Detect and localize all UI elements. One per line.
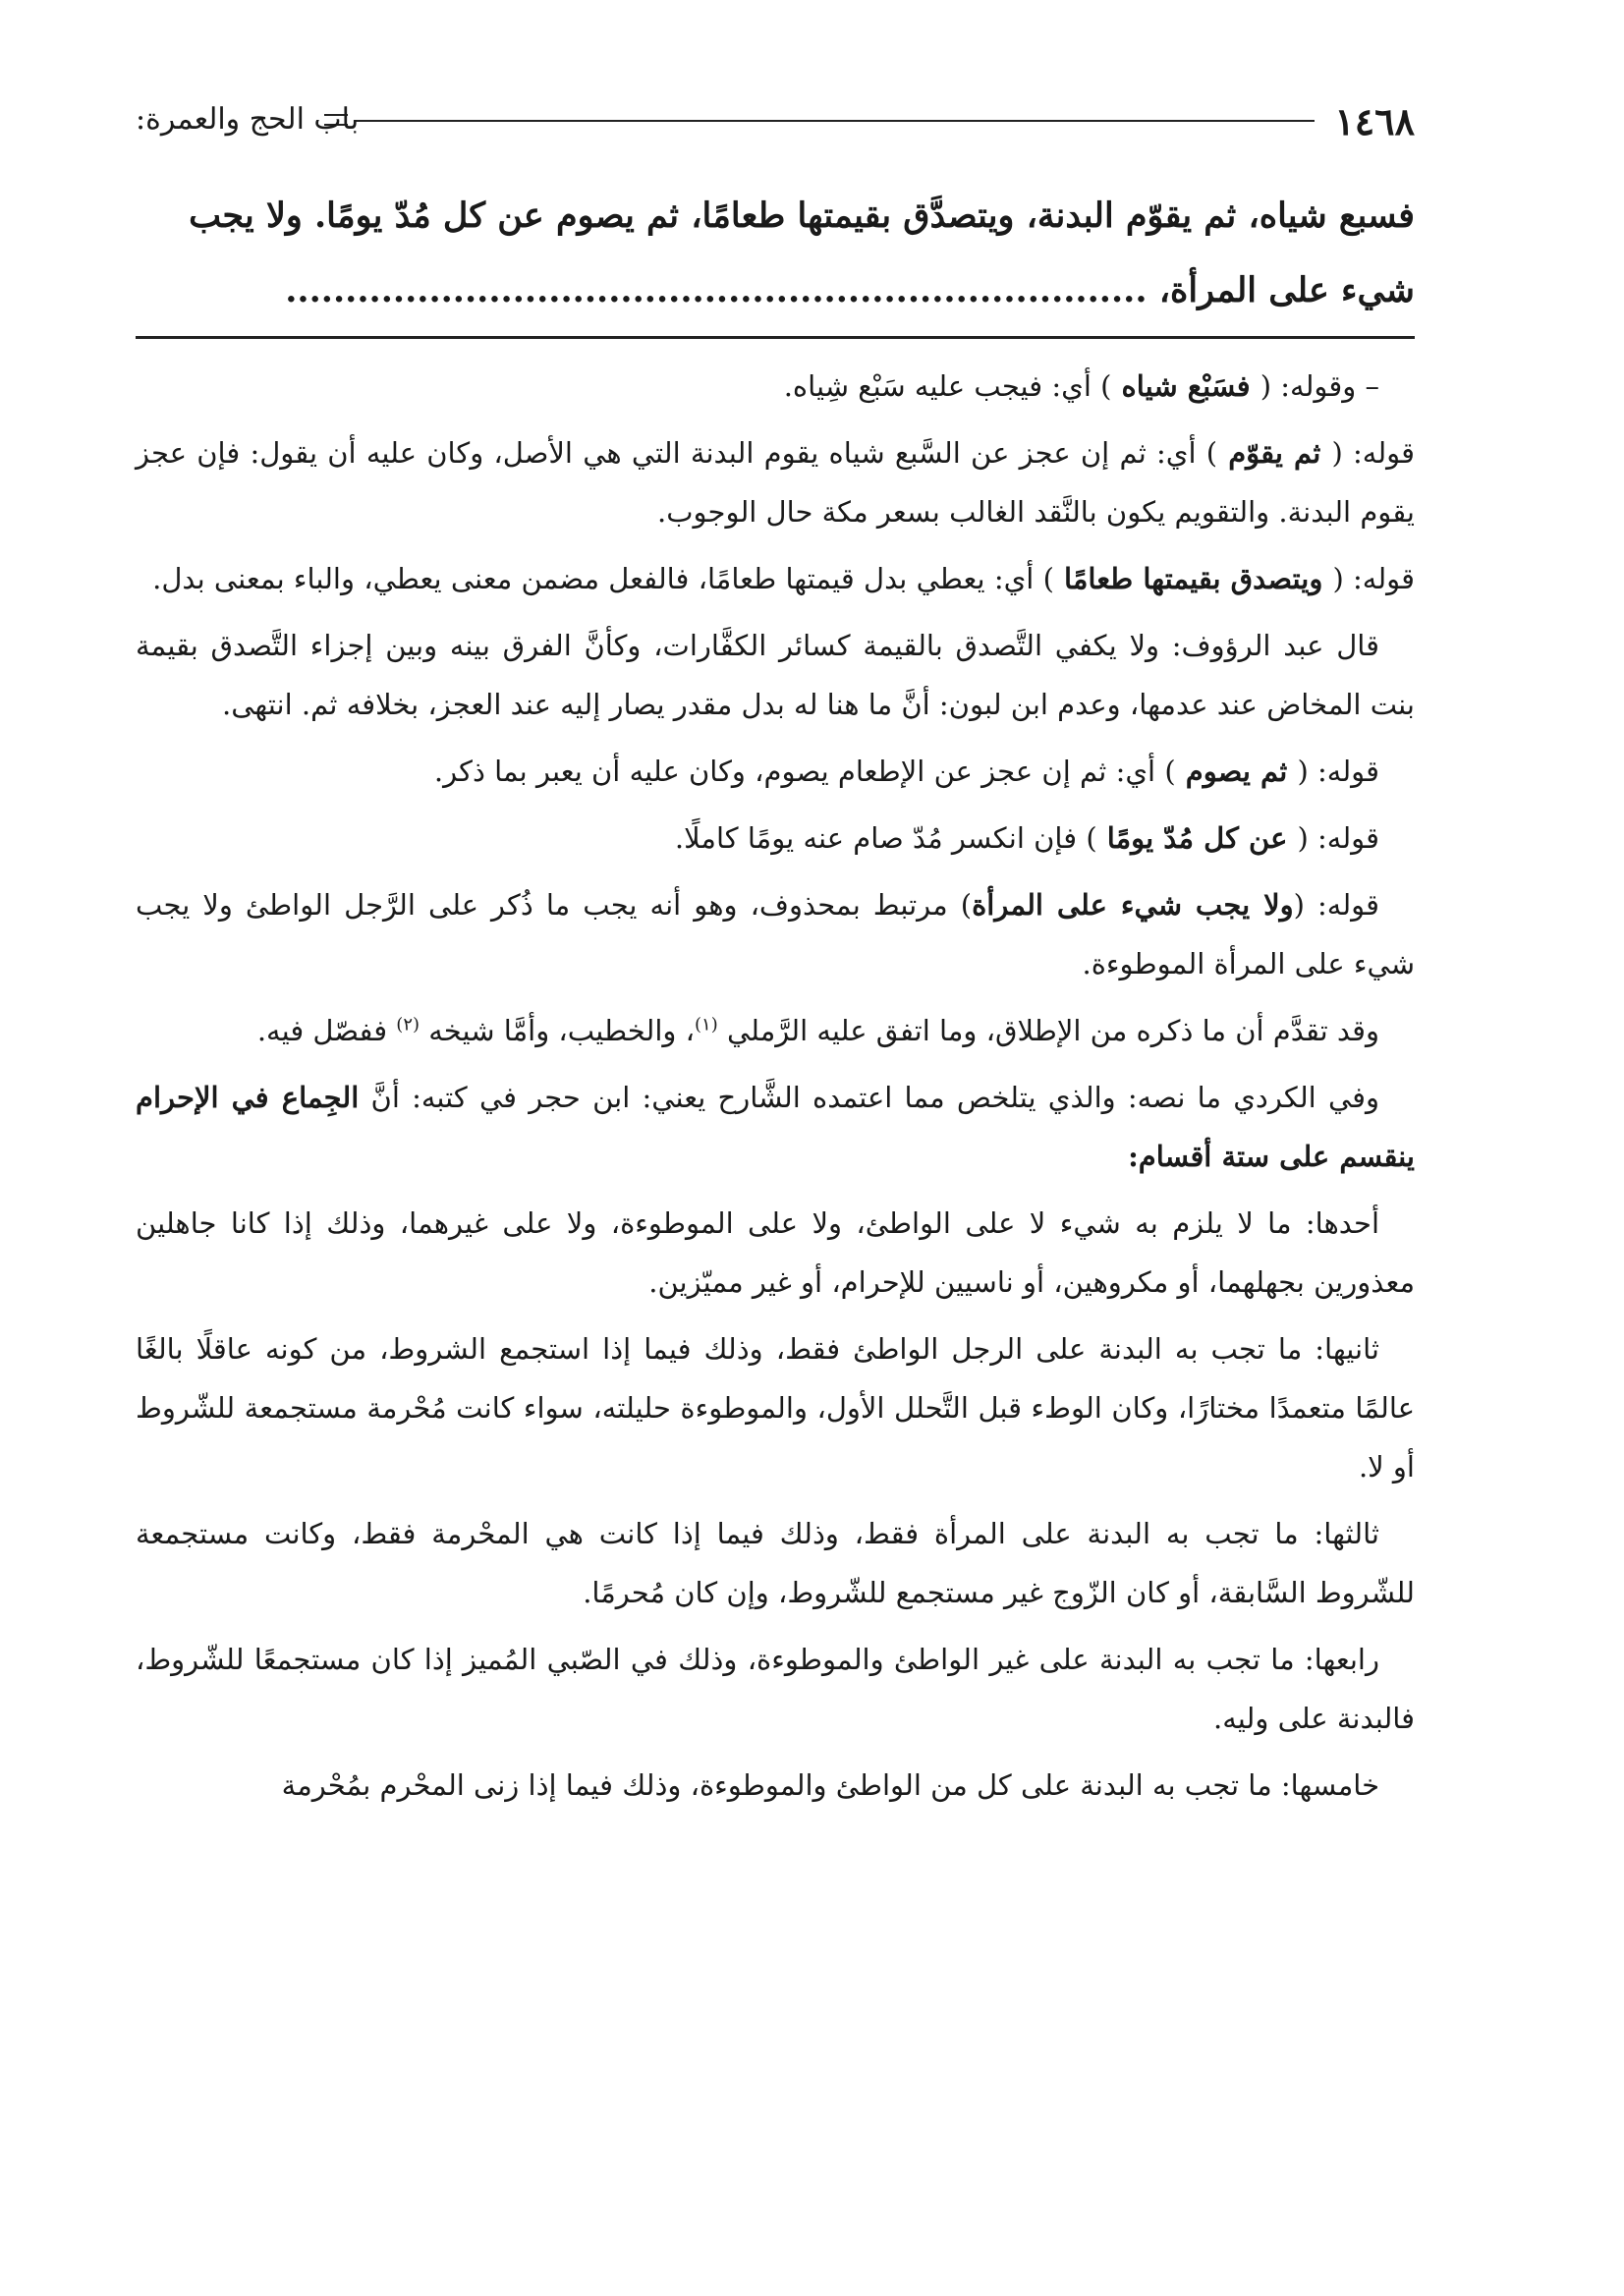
quoted-phrase: ثم يقوّم — [1217, 436, 1332, 470]
quoted-phrase: ولا يجب شيء على المرأة — [972, 888, 1294, 922]
paragraph-text: وفي الكردي ما نصه: والذي يتلخص مما اعتمده الشَّارح يعني: ابن حجر في كتبه: أنَّ — [359, 1081, 1379, 1114]
paragraph-text: ) أي: يعطي بدل قيمتها طعامًا، فالفعل مضمن معنى يعطي، والباء بمعنى بدل. — [152, 562, 1054, 595]
paragraph-text: قوله: ( — [1293, 888, 1379, 922]
paragraph-text: قوله: ( — [1331, 436, 1416, 470]
paragraph-text: – وقوله: ( — [1260, 369, 1379, 403]
main-text-line: فسبع شياه، ثم يقوّم البدنة، ويتصدَّق بقيمتها طعامًا، ثم يصوم عن كل مُدّ يومًا. ولا يجب — [189, 196, 1415, 236]
commentary-paragraph — [136, 809, 1415, 868]
main-text-line: شيء على المرأة، ........................................................................ — [285, 270, 1415, 310]
paragraph-text: ، والخطيب، وأمَّا شيخه — [428, 1014, 695, 1047]
commentary-paragraph: أحدها: ما لا يلزم به شيء لا على الواطئ، ولا على الموطوءة، ولا على غيرهما، وذلك إذا كانا جاهلين معذورين بجهلهما، أو مكروهين، أو ناسيين للإحرام، أو غير مميّزين. — [136, 1206, 1415, 1299]
quoted-phrase: ويتصدق بقيمتها طعامًا — [1053, 562, 1333, 595]
paragraph-text: ) فإن انكسر مُدّ صام عنه يومًا كاملًا. — [674, 821, 1097, 855]
footnote-reference[interactable]: (١) — [695, 1014, 718, 1036]
paragraph-text: قوله: ( — [1297, 755, 1379, 788]
commentary-paragraph — [136, 549, 1415, 608]
commentary-paragraph: ثالثها: ما تجب به البدنة على المرأة فقط، وذلك فيما إذا كانت هي المحْرمة فقط، وكانت مستجمعة للشّروط السَّابقة، أو كان الزّوج غير مستجمع للشّروط، وإن كان مُحرمًا. — [136, 1517, 1415, 1609]
commentary-paragraph: ثانيها: ما تجب به البدنة على الرجل الواطئ فقط، وذلك فيما إذا استجمع الشروط، من كونه عاقلًا بالغًا عالمًا متعمدًا مختارًا، وكان الوطء قبل التَّحلل الأول، والموطوءة حليلته، سواء كانت مُحْرمة مستجمعة للشّروط أو لا. — [136, 1332, 1415, 1484]
quoted-phrase: عن كل مُدّ يومًا — [1096, 821, 1298, 855]
commentary-paragraph — [136, 742, 1415, 801]
paragraph-text: ) أي: ثم إن عجز عن الإطعام يصوم، وكان عليه أن يعبر بما ذكر. — [433, 755, 1176, 788]
paragraph-text: ) أي: ثم إن عجز عن السَّبع شياه يقوم البدنة التي هي الأصل، وكان عليه أن يقول: فإن عجز يقوم البدنة. والتقويم يكون بالنَّقد الغالب بسعر مكة حال الوجوب. — [136, 436, 1415, 529]
running-header — [136, 94, 1415, 157]
header-rule — [354, 120, 1315, 122]
paragraph-text: ) مرتبط بمحذوف، وهو أنه يجب ما ذُكر على الرَّجل الواطئ ولا يجب شيء على المرأة الموطوءة. — [136, 888, 1415, 980]
commentary-paragraph — [136, 875, 1415, 993]
paragraph-text: ففصّل فيه. — [256, 1014, 388, 1047]
paragraph-text: ) أي: فيجب عليه سَبْع شِياه. — [783, 369, 1112, 403]
quoted-phrase: فسَبْع شياه — [1111, 369, 1260, 403]
quoted-phrase: ثم يصوم — [1175, 755, 1298, 788]
commentary-paragraph — [136, 1001, 1415, 1060]
paragraph-text: وقد تقدَّم أن ما ذكره من الإطلاق، وما اتفق عليه الرَّملي — [726, 1014, 1379, 1047]
page-number: ١٤٦٨ — [1334, 99, 1415, 143]
main-text — [136, 179, 1415, 339]
commentary-paragraph — [136, 1068, 1415, 1186]
footnote-reference[interactable]: (٢) — [396, 1014, 420, 1036]
commentary-paragraph: رابعها: ما تجب به البدنة على غير الواطئ والموطوءة، وذلك في الصّبي المُميز إذا كان مستجمعًا للشّروط، فالبدنة على وليه. — [136, 1643, 1415, 1735]
commentary — [136, 357, 1415, 1815]
chapter-title: باب الحج والعمرة: — [136, 102, 360, 137]
section-lead: الجِماع في الإحرام ينقسم على ستة أقسام: — [136, 1081, 1415, 1173]
commentary-paragraph: قال عبد الرؤوف: ولا يكفي التَّصدق بالقيمة كسائر الكفَّارات، وكأنَّ الفرق بينه وبين إجزاء التَّصدق بقيمة بنت المخاض عند عدمها، وعدم ابن لبون: أنَّ ما هنا له بدل مقدر يصار إليه عند العجز، بخلافه ثم. انتهى. — [136, 629, 1415, 721]
commentary-paragraph: خامسها: ما تجب به البدنة على كل من الواطئ والموطوءة، وذلك فيما إذا زنى المحْرم بمُحْرمة — [281, 1768, 1379, 1802]
commentary-paragraph — [136, 357, 1415, 416]
document-page — [136, 94, 1415, 1822]
paragraph-text: قوله: ( — [1332, 562, 1415, 595]
commentary-paragraph — [136, 423, 1415, 541]
paragraph-text: قوله: ( — [1297, 821, 1379, 855]
